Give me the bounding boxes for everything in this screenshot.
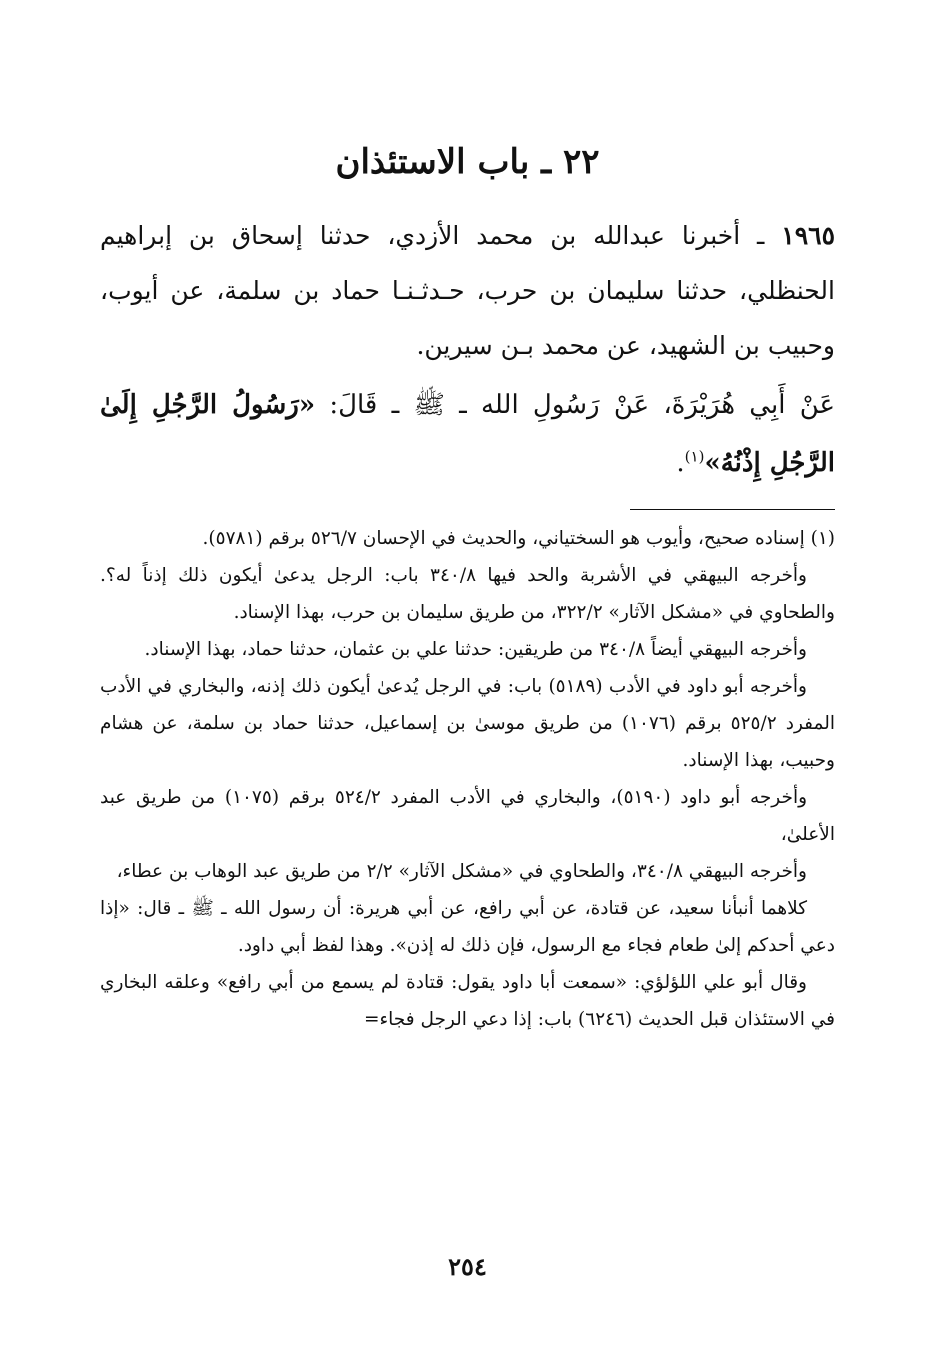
hadith-isnad-paragraph bbox=[100, 208, 835, 373]
footnote-paragraph: (١) إسناده صحيح، وأيوب هو السختياني، والحديث في الإحسان ٥٢٦/٧ برقم (٥٧٨١). bbox=[202, 528, 835, 549]
hadith-matn-end: . bbox=[676, 448, 685, 478]
footnote-divider bbox=[630, 509, 835, 510]
hadith-matn-intro: عَنْ أَبِي هُرَيْرَةَ، عَنْ رَسُولِ الله ـ ﷺ ـ قَالَ: bbox=[315, 390, 836, 420]
footnote-paragraph: وأخرجه البيهقي ٣٤٠/٨، والطحاوي في «مشكل الآثار» ٢/٢ من طريق عبد الوهاب بن عطاء، bbox=[116, 861, 807, 882]
footnote-paragraph: وأخرجه البيهقي في الأشربة والحد فيها ٣٤٠/٨ باب: الرجل يدعىٰ أيكون ذلك إذناً له؟. والطحاوي في «مشكل الآثار» ٣٢٢/٢، من طريق سليمان بن حرب، بهذا الإسناد. bbox=[100, 565, 835, 623]
hadith-number: ١٩٦٥ bbox=[781, 221, 835, 250]
page-number: ٢٥٤ bbox=[448, 1252, 487, 1281]
book-page bbox=[100, 0, 835, 1372]
footnote-paragraph: وأخرجه البيهقي أيضاً ٣٤٠/٨ من طريقين: حدثنا علي بن عثمان، حدثنا حماد، بهذا الإسناد. bbox=[144, 639, 807, 660]
footnote-paragraph: وأخرجه أبو داود (٥١٩٠)، والبخاري في الأدب المفرد ٥٢٤/٢ برقم (١٠٧٥) من طريق عبد الأعلىٰ، bbox=[100, 787, 835, 845]
hadith-isnad: ـ أخبرنا عبدالله بن محمد الأزدي، حدثنا إسحاق بن إبراهيم الحنظلي، حدثنا سليمان بن حرب، حـدثـنـا حماد بن سلمة، عن أيوب، وحبيب بن الشهيد، عن محمد بـن سيرين. bbox=[100, 221, 835, 360]
hadith-matn-words: «رَسُولُ الرَّجُلِ إِلَىٰ الرَّجُلِ إِذْنُهُ» bbox=[100, 390, 835, 478]
footnote-paragraph: وقال أبو علي اللؤلؤي: «سمعت أبا داود يقول: قتادة لم يسمع من أبي رافع» وعلقه البخاري في الاستئذان قبل الحديث (٦٢٤٦) باب: إذا دعي الرجل فجاء= bbox=[100, 972, 835, 1030]
footnotes-section bbox=[100, 520, 835, 1038]
footnote-reference: (١) bbox=[684, 447, 705, 466]
footnote-paragraph: وأخرجه أبو داود في الأدب (٥١٨٩) باب: في الرجل يُدعىٰ أيكون ذلك إذنه، والبخاري في الأدب المفرد ٥٢٥/٢ برقم (١٠٧٦) من طريق موسىٰ بن إسماعيل، حدثنا حماد بن سلمة، عن هشام وحبيب، بهذا الإسناد. bbox=[100, 676, 835, 771]
footnote-paragraph: كلاهما أنبأنا سعيد، عن قتادة، عن أبي رافع، عن أبي هريرة: أن رسول الله ـ ﷺ ـ قال: «إذا دعي أحدكم إلىٰ طعام فجاء مع الرسول، فإن ذلك له إذن». وهذا لفظ أبي داود. bbox=[100, 898, 835, 956]
chapter-title: ٢٢ ـ باب الاستئذان bbox=[335, 142, 600, 182]
hadith-matn-paragraph bbox=[100, 376, 835, 492]
